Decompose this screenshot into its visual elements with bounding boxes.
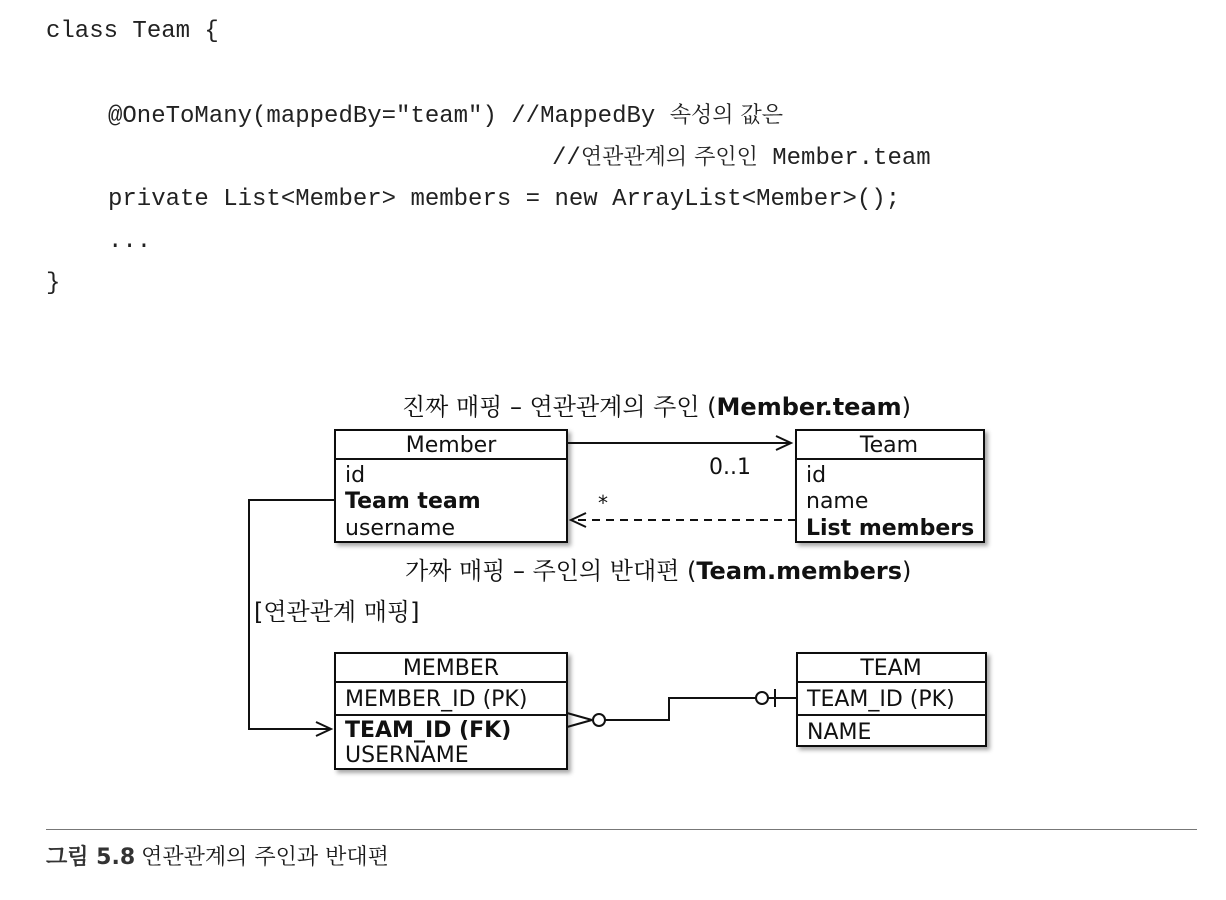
team-table-pk: TEAM_ID (PK) xyxy=(807,687,955,712)
crows-foot-upper xyxy=(567,713,592,720)
code-comment-korean: 속성의 값은 xyxy=(669,103,783,128)
crows-foot-lower xyxy=(567,720,592,727)
relation-mapping-label: [연관관계 매핑] xyxy=(254,598,420,626)
code-line-ellipsis: ... xyxy=(108,228,152,255)
team-class-field-name: name xyxy=(806,489,869,514)
fake-mapping-label: 가짜 매핑 – 주인의 반대편 (Team.members) xyxy=(405,557,912,585)
one-optional-circle xyxy=(756,692,768,704)
figure-number: 그림 5.8 xyxy=(46,845,136,870)
member-class-field-id: id xyxy=(345,463,366,488)
many-optional-circle xyxy=(593,714,605,726)
figure-caption-text: 연관관계의 주인과 반대편 xyxy=(141,845,389,870)
team-table-title: TEAM xyxy=(860,656,922,681)
multiplicity-zero-one: 0..1 xyxy=(709,455,751,480)
real-mapping-label: 진짜 매핑 – 연관관계의 주인 (Member.team) xyxy=(402,393,912,421)
code-comment-slashes: // xyxy=(552,145,581,172)
figure-caption xyxy=(46,840,389,871)
multiplicity-many: * xyxy=(598,491,608,515)
team-class-field-id: id xyxy=(806,463,827,488)
relationship-line xyxy=(605,698,756,720)
code-line-members-field: private List<Member> members = new ArrayList<Member>(); xyxy=(108,186,901,213)
caption-rule xyxy=(46,829,1197,830)
code-line-class-decl: class Team { xyxy=(46,18,219,45)
erd-relationship xyxy=(567,689,797,727)
code-comment-korean-2: 연관관계의 주인인 xyxy=(580,145,758,170)
member-table-col-username: USERNAME xyxy=(345,743,469,768)
team-class-field-members: List members xyxy=(806,516,975,541)
member-table-fk: TEAM_ID (FK) xyxy=(345,718,512,743)
team-class-title: Team xyxy=(859,433,919,458)
member-table-title: MEMBER xyxy=(402,656,500,681)
member-class-title: Member xyxy=(405,433,497,458)
code-line-close-brace: } xyxy=(46,270,61,297)
member-class-field-username: username xyxy=(345,516,455,541)
member-class-field-team: Team team xyxy=(345,489,481,514)
code-comment-member-team: Member.team xyxy=(772,145,931,172)
code-annotation: @OneToMany(mappedBy="team") //MappedBy xyxy=(108,103,656,130)
member-table-pk: MEMBER_ID (PK) xyxy=(345,687,528,712)
team-table-col-name: NAME xyxy=(807,720,872,745)
